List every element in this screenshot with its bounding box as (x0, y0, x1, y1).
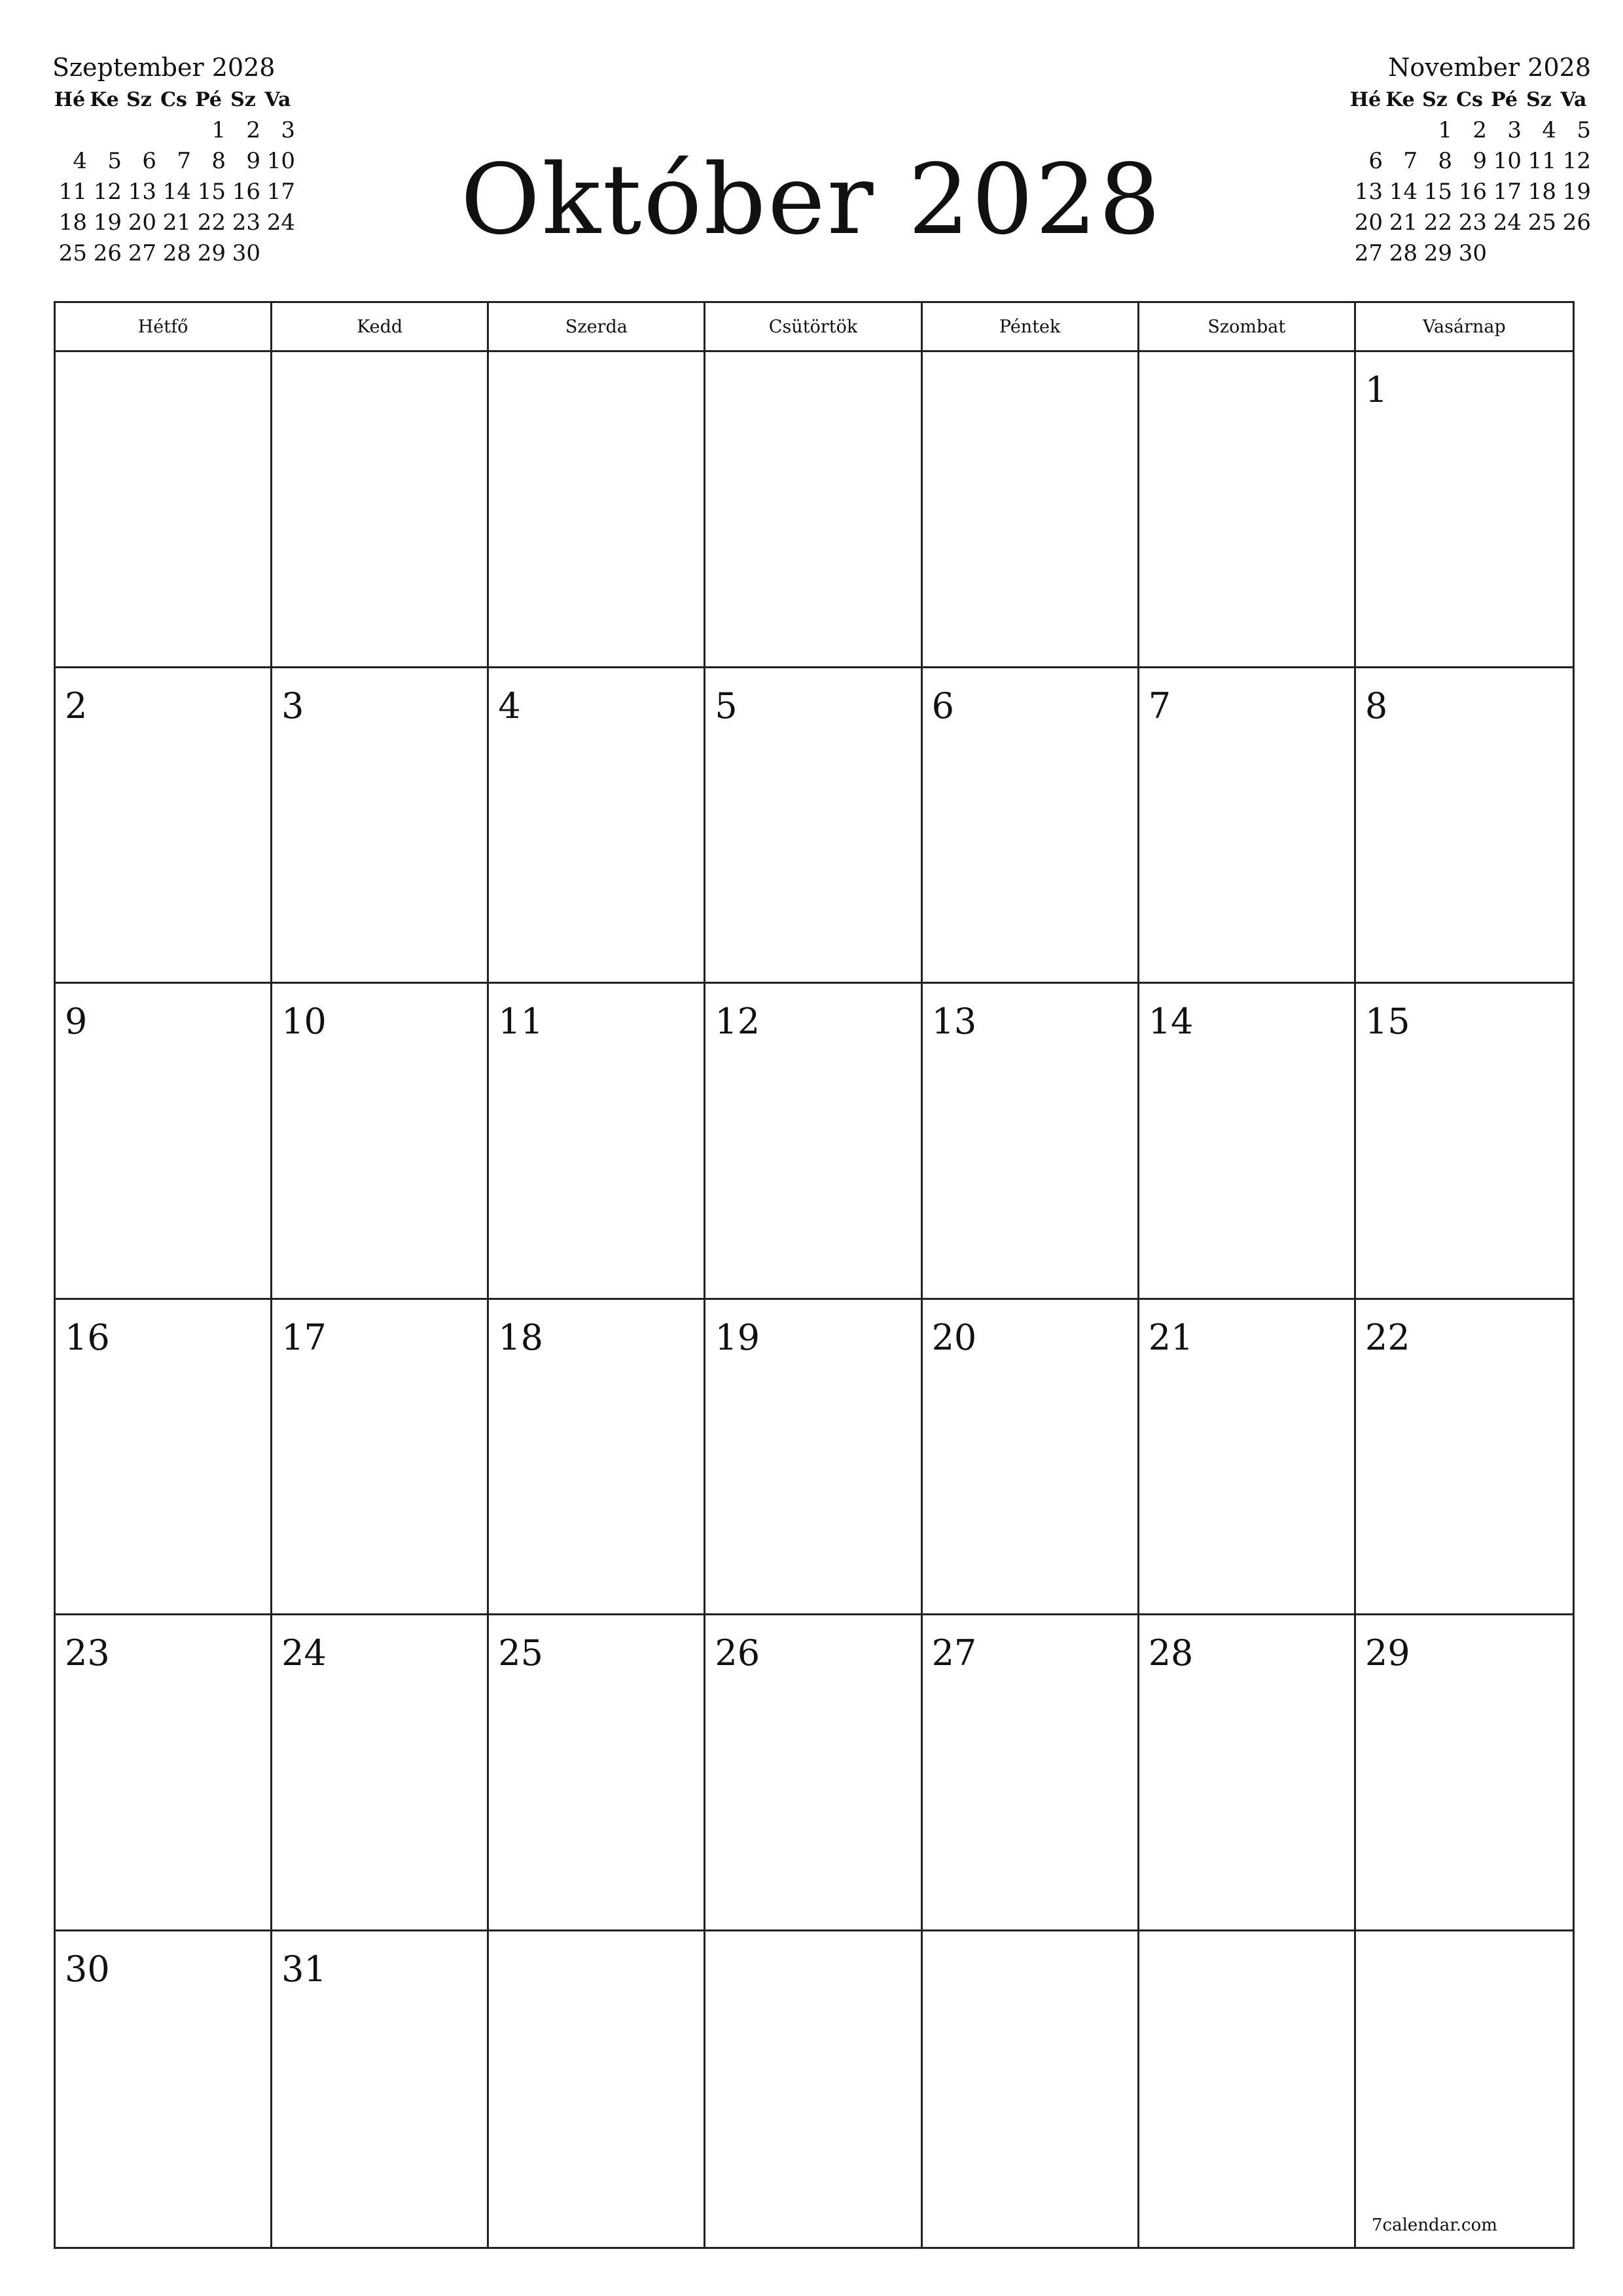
day-number: 21 (1148, 1316, 1194, 1358)
mini-day-number: 8 (1438, 148, 1452, 174)
mini-day-number: 5 (107, 148, 122, 174)
day-cell (1139, 1615, 1356, 1931)
day-number: 24 (281, 1632, 327, 1674)
mini-day-number: 2 (246, 117, 260, 143)
mini-day-number: 16 (1458, 179, 1487, 205)
day-cell (272, 668, 489, 984)
day-cell (1356, 1615, 1573, 1931)
mini-calendar-next-month (1348, 52, 1591, 269)
day-cell (272, 1300, 489, 1616)
day-number: 16 (65, 1316, 110, 1358)
day-cell (489, 352, 705, 668)
mini-weekday-header: Sz (1422, 88, 1448, 111)
mini-day-number: 21 (1389, 209, 1418, 236)
mini-day-number: 2 (1472, 117, 1487, 143)
day-cell (1356, 1931, 1573, 2248)
day-cell (705, 1615, 922, 1931)
day-number: 19 (715, 1316, 760, 1358)
day-cell (1356, 1300, 1573, 1616)
mini-day-number: 8 (211, 148, 226, 174)
day-number: 6 (931, 685, 954, 726)
mini-day-number: 15 (197, 179, 226, 205)
day-number: 14 (1148, 1001, 1194, 1042)
mini-day-number: 7 (177, 148, 191, 174)
calendar-weeks (56, 352, 1573, 2247)
day-number: 8 (1364, 685, 1388, 726)
mini-day-number: 12 (93, 179, 122, 205)
mini-day-number: 21 (162, 209, 191, 236)
day-cell (489, 984, 705, 1300)
day-cell (1356, 352, 1573, 668)
mini-day-number: 4 (1542, 117, 1556, 143)
day-number: 5 (715, 685, 738, 726)
day-cell (489, 1615, 705, 1931)
mini-weekday-header: Cs (160, 88, 187, 111)
mini-day-number (156, 115, 191, 146)
mini-day-number: 16 (232, 179, 260, 205)
mini-calendar-grid (1348, 84, 1591, 269)
mini-day-number: 22 (197, 209, 226, 236)
mini-weekday-header: Cs (1456, 88, 1483, 111)
day-cell (56, 352, 272, 668)
mini-day-number: 26 (1562, 209, 1591, 236)
day-cell (705, 1931, 922, 2248)
mini-day-number: 14 (162, 179, 191, 205)
mini-day-number (1556, 238, 1591, 269)
mini-weekday-header: Ke (1385, 88, 1415, 111)
mini-day-number: 10 (266, 148, 295, 174)
day-cell (923, 352, 1139, 668)
mini-day-number: 14 (1389, 179, 1418, 205)
page-title: Október 2028 (460, 143, 1163, 256)
day-cell (56, 1931, 272, 2248)
mini-day-number: 9 (246, 148, 260, 174)
mini-day-number (52, 115, 87, 146)
day-number: 27 (931, 1632, 977, 1674)
mini-day-number: 7 (1403, 148, 1418, 174)
day-cell (272, 352, 489, 668)
day-number: 17 (281, 1316, 327, 1358)
day-cell (1139, 352, 1356, 668)
day-number: 22 (1364, 1316, 1410, 1358)
mini-day-number: 1 (1438, 117, 1452, 143)
day-number: 9 (65, 1001, 88, 1042)
day-cell (272, 1615, 489, 1931)
mini-day-number: 27 (128, 240, 156, 266)
day-number: 4 (498, 685, 521, 726)
mini-day-number: 26 (93, 240, 122, 266)
weekday-header: Vasárnap (1423, 316, 1506, 337)
mini-day-number: 24 (266, 209, 295, 236)
mini-calendar-title: November 2028 (1388, 53, 1591, 82)
mini-day-number: 13 (128, 179, 156, 205)
day-cell (56, 984, 272, 1300)
day-cell (489, 668, 705, 984)
day-number: 2 (65, 685, 88, 726)
day-cell (1356, 668, 1573, 984)
mini-weekday-header: Pé (195, 88, 222, 111)
day-cell (1139, 984, 1356, 1300)
mini-day-number: 23 (1458, 209, 1487, 236)
day-number: 28 (1148, 1632, 1194, 1674)
day-number: 3 (281, 685, 304, 726)
footer-watermark: 7calendar.com (1372, 2215, 1497, 2235)
day-cell (56, 1300, 272, 1616)
day-cell (705, 668, 922, 984)
weekday-header: Szerda (489, 303, 705, 350)
weekday-header: Hétfő (56, 303, 272, 350)
mini-day-number: 17 (266, 179, 295, 205)
weekday-header: Csütörtök (705, 303, 922, 350)
mini-day-number: 1 (211, 117, 226, 143)
day-cell (56, 668, 272, 984)
mini-day-number: 6 (1368, 148, 1383, 174)
mini-day-number: 13 (1354, 179, 1383, 205)
mini-day-number: 15 (1423, 179, 1452, 205)
day-cell (923, 668, 1139, 984)
day-number: 12 (715, 1001, 760, 1042)
mini-weekday-header: Va (1560, 88, 1587, 111)
day-number: 11 (498, 1001, 543, 1042)
day-cell (272, 984, 489, 1300)
mini-weekday-header: Ke (90, 88, 119, 111)
mini-day-number: 19 (1562, 179, 1591, 205)
mini-day-number: 29 (1423, 240, 1452, 266)
day-cell (1356, 984, 1573, 1300)
mini-day-number: 28 (162, 240, 191, 266)
mini-day-number: 19 (93, 209, 122, 236)
day-number: 1 (1364, 369, 1388, 410)
mini-day-number (87, 115, 122, 146)
mini-day-number: 24 (1493, 209, 1522, 236)
mini-day-number (1383, 115, 1418, 146)
day-number: 30 (65, 1948, 110, 1990)
day-cell (56, 1615, 272, 1931)
day-cell (1139, 668, 1356, 984)
mini-day-number: 17 (1493, 179, 1522, 205)
mini-day-number: 30 (232, 240, 260, 266)
weekday-header: Péntek (923, 303, 1139, 350)
day-cell (705, 352, 922, 668)
day-number: 13 (931, 1001, 977, 1042)
mini-day-number: 11 (1527, 148, 1556, 174)
mini-day-number: 30 (1458, 240, 1487, 266)
day-cell (272, 1931, 489, 2248)
day-number: 23 (65, 1632, 110, 1674)
mini-weekday-header: Hé (1349, 88, 1382, 111)
day-cell (489, 1300, 705, 1616)
day-number: 26 (715, 1632, 760, 1674)
day-number: 20 (931, 1316, 977, 1358)
day-number: 31 (281, 1948, 327, 1990)
mini-day-number (122, 115, 156, 146)
day-cell (923, 1615, 1139, 1931)
day-number: 7 (1148, 685, 1171, 726)
day-cell (923, 1931, 1139, 2248)
mini-day-number: 20 (1354, 209, 1383, 236)
weekday-header: Szombat (1139, 303, 1356, 350)
mini-day-number: 25 (58, 240, 87, 266)
mini-day-number (1522, 238, 1556, 269)
mini-day-number: 22 (1423, 209, 1452, 236)
mini-day-number: 10 (1493, 148, 1522, 174)
mini-day-number: 3 (1507, 117, 1522, 143)
mini-weekday-header: Sz (230, 88, 256, 111)
mini-weekday-header: Hé (54, 88, 86, 111)
mini-day-number: 18 (58, 209, 87, 236)
month-calendar-grid (54, 301, 1575, 2249)
mini-weekday-header: Sz (126, 88, 152, 111)
day-cell (923, 1300, 1139, 1616)
mini-day-number (1348, 115, 1383, 146)
day-cell (489, 1931, 705, 2248)
mini-calendar-title: Szeptember 2028 (52, 53, 276, 82)
day-number: 10 (281, 1001, 327, 1042)
mini-day-number: 20 (128, 209, 156, 236)
mini-day-number: 27 (1354, 240, 1383, 266)
day-cell (1139, 1300, 1356, 1616)
mini-weekday-header: Sz (1526, 88, 1552, 111)
mini-day-number: 4 (73, 148, 87, 174)
mini-day-number: 9 (1472, 148, 1487, 174)
mini-weekday-header: Pé (1491, 88, 1518, 111)
mini-day-number: 28 (1389, 240, 1418, 266)
mini-day-number: 25 (1527, 209, 1556, 236)
day-cell (705, 1300, 922, 1616)
weekday-header: Kedd (272, 303, 489, 350)
mini-day-number: 23 (232, 209, 260, 236)
mini-day-number: 29 (197, 240, 226, 266)
day-number: 15 (1364, 1001, 1410, 1042)
weekday-header-row (56, 303, 1573, 352)
mini-day-number: 18 (1527, 179, 1556, 205)
day-cell (923, 984, 1139, 1300)
day-number: 29 (1364, 1632, 1410, 1674)
mini-day-number: 3 (281, 117, 295, 143)
mini-day-number: 6 (142, 148, 156, 174)
mini-day-number (1487, 238, 1522, 269)
day-cell (1139, 1931, 1356, 2248)
mini-day-number: 11 (58, 179, 87, 205)
mini-day-number: 5 (1577, 117, 1591, 143)
mini-day-number: 12 (1562, 148, 1591, 174)
day-number: 18 (498, 1316, 543, 1358)
day-cell (705, 984, 922, 1300)
day-number: 25 (498, 1632, 543, 1674)
mini-weekday-header: Va (264, 88, 291, 111)
